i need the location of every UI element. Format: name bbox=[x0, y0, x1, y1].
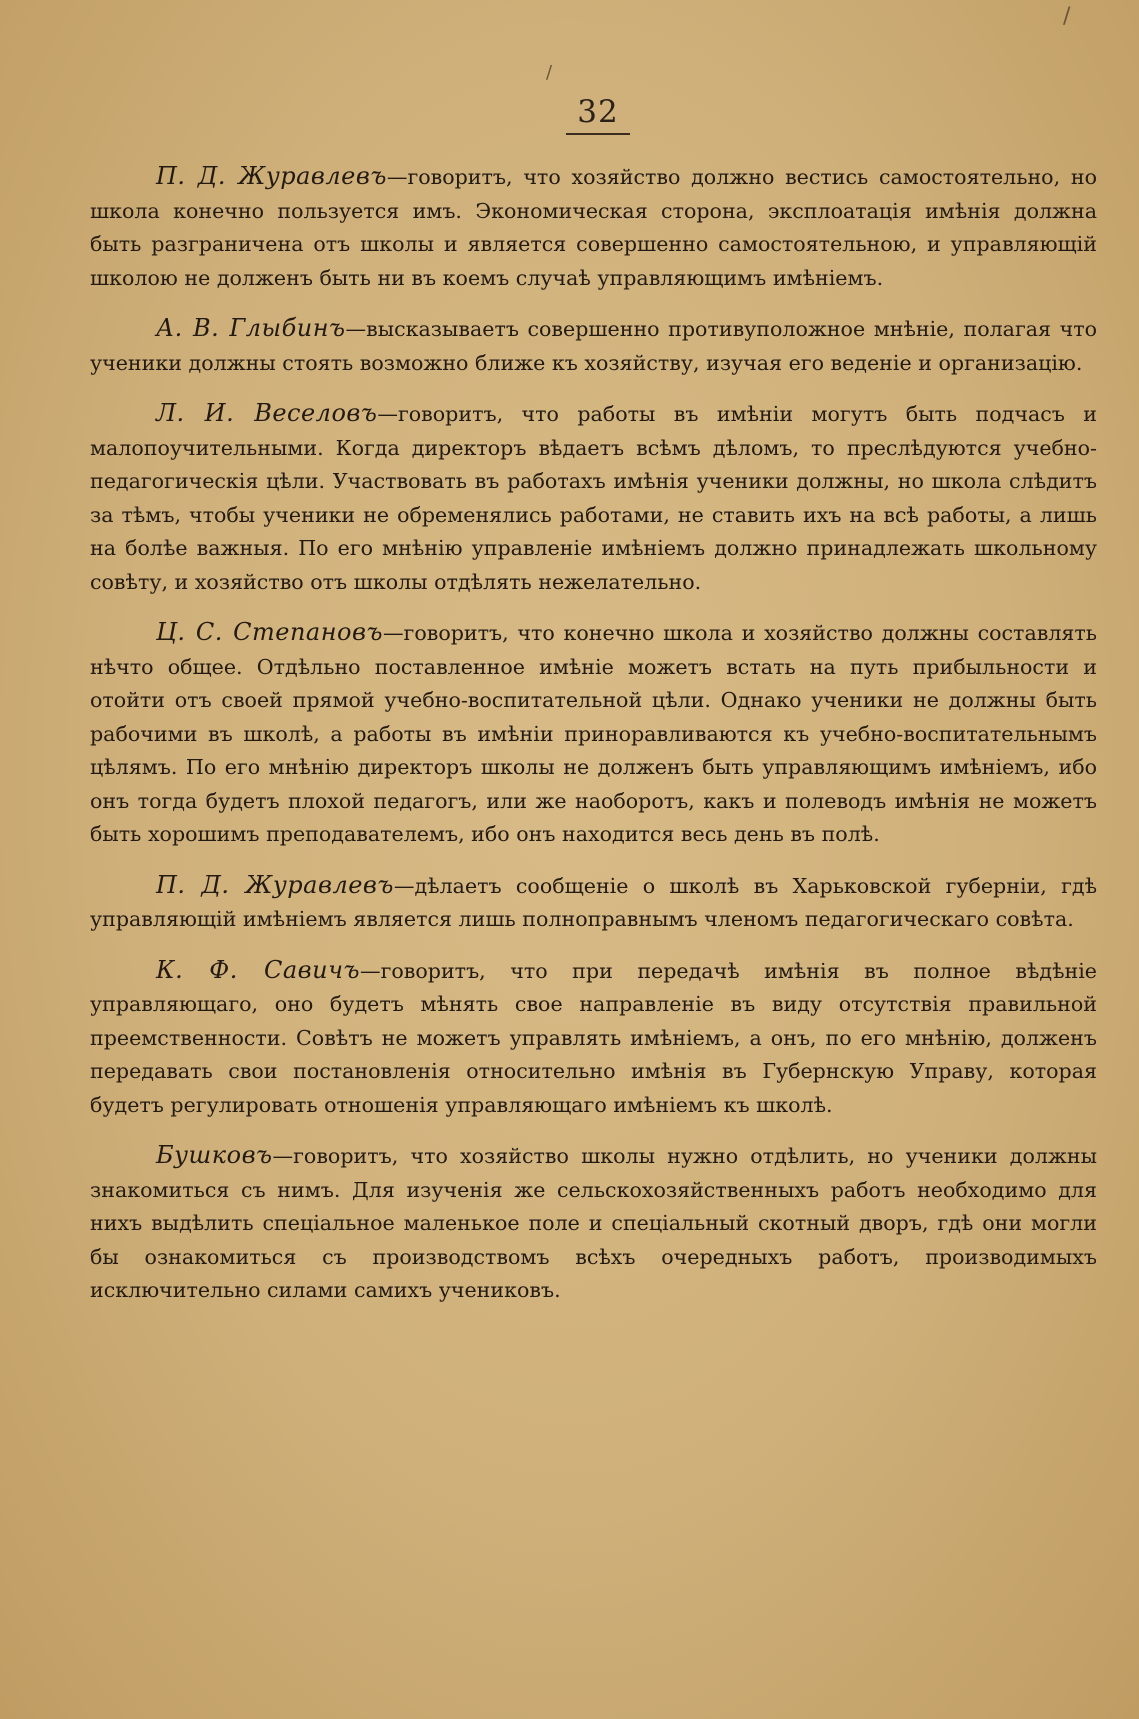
page-number: 32 bbox=[577, 94, 619, 130]
speaker-name: А. В. Глыбинъ bbox=[156, 314, 346, 342]
paragraph bbox=[90, 616, 1097, 852]
speaker-name: П. Д. Журавлевъ bbox=[156, 870, 394, 899]
paragraph bbox=[90, 1139, 1097, 1308]
paragraph bbox=[90, 312, 1097, 380]
paragraph bbox=[90, 397, 1097, 599]
speaker-name: Ц. С. Степановъ bbox=[156, 618, 383, 646]
speaker-name: Бушковъ bbox=[156, 1141, 273, 1169]
paragraph bbox=[90, 954, 1097, 1123]
paragraph-text: —говоритъ, что конечно школа и хозяйство должны составлять нѣчто общее. Отдѣльно поставленное имѣніе можетъ встать на путь прибыльности и отойти отъ своей прямой учебно-воспитательной цѣли. Однако ученики не должны быть рабочими въ школѣ, а работы въ имѣніи приноравливаются къ учебно-воспитательнымъ цѣлямъ. По его мнѣнію директоръ школы не долженъ быть управляющимъ имѣніемъ, ибо онъ тогда будетъ плохой педагогъ, или же наоборотъ, какъ и полеводъ имѣнія не можетъ быть хорошимъ преподавателемъ, ибо онъ находится весь день въ полѣ. bbox=[90, 621, 1097, 846]
paragraph bbox=[90, 160, 1097, 295]
paragraph-text: —говоритъ, что при передачѣ имѣнія въ полное вѣдѣніе управляющаго, оно будетъ мѣнять свое направленіе въ виду отсутствія правильной преемственности. Совѣтъ не можетъ управлять имѣніемъ, а онъ, по его мнѣнію, долженъ передавать свои постановленія относительно имѣнія въ Губернскую Управу, которая будетъ регулировать отношенія управляющаго имѣніемъ къ школѣ. bbox=[90, 958, 1097, 1117]
speaker-name: К. Ф. Савичъ bbox=[156, 955, 360, 984]
paragraph-text: —говоритъ, что хозяйство должно вестись самостоятельно, но школа конечно пользуется имъ. Экономическая сторона, эксплоатація имѣнія должна быть разграничена отъ школы и является совершенно самостоятельною, и управляющій школою не долженъ быть ни въ коемъ случаѣ управляющимъ имѣніемъ. bbox=[90, 165, 1097, 290]
paragraph-text: —дѣлаетъ сообщеніе о школѣ въ Харьковской губерніи, гдѣ управляющій имѣніемъ является лишь полноправнымъ членомъ педагогическаго совѣта. bbox=[90, 873, 1097, 931]
speaker-name: П. Д. Журавлевъ bbox=[156, 162, 387, 190]
paper-speck: / bbox=[546, 62, 553, 83]
paragraph-text: —говоритъ, что работы въ имѣніи могутъ быть подчасъ и малопоучительными. Когда директоръ вѣдаетъ всѣмъ дѣломъ, то преслѣдуются учебно-педагогическія цѣли. Участвовать въ работахъ имѣнія ученики должны, но школа слѣдитъ за тѣмъ, чтобы ученики не обременялись работами, не ставить ихъ на всѣ работы, а лишь на болѣе важныя. По его мнѣнію управленіе имѣніемъ должно принадлежать школьному совѣту, и хозяйство отъ школы отдѣлять нежелательно. bbox=[90, 402, 1098, 594]
paragraph-text: —говоритъ, что хозяйство школы нужно отдѣлить, но ученики должны знакомиться съ нимъ. Для изученія же сельскохозяйственныхъ работъ необходимо для нихъ выдѣлить спеціальное маленькое поле и спеціальный скотный дворъ, гдѣ они могли бы ознакомиться съ производствомъ всѣхъ очередныхъ работъ, производимыхъ исключительно силами самихъ учениковъ. bbox=[90, 1144, 1097, 1302]
page-number-rule bbox=[566, 133, 630, 135]
paper-speck: / bbox=[1063, 4, 1071, 29]
paragraph-text: —высказываетъ совершенно противуположное мнѣніе, полагая что ученики должны стоять возможно ближе къ хозяйству, изучая его веденіе и организацію. bbox=[90, 317, 1097, 375]
paragraph bbox=[90, 869, 1097, 937]
speaker-name: Л. И. Веселовъ bbox=[156, 399, 378, 427]
body-text bbox=[90, 160, 1097, 1325]
